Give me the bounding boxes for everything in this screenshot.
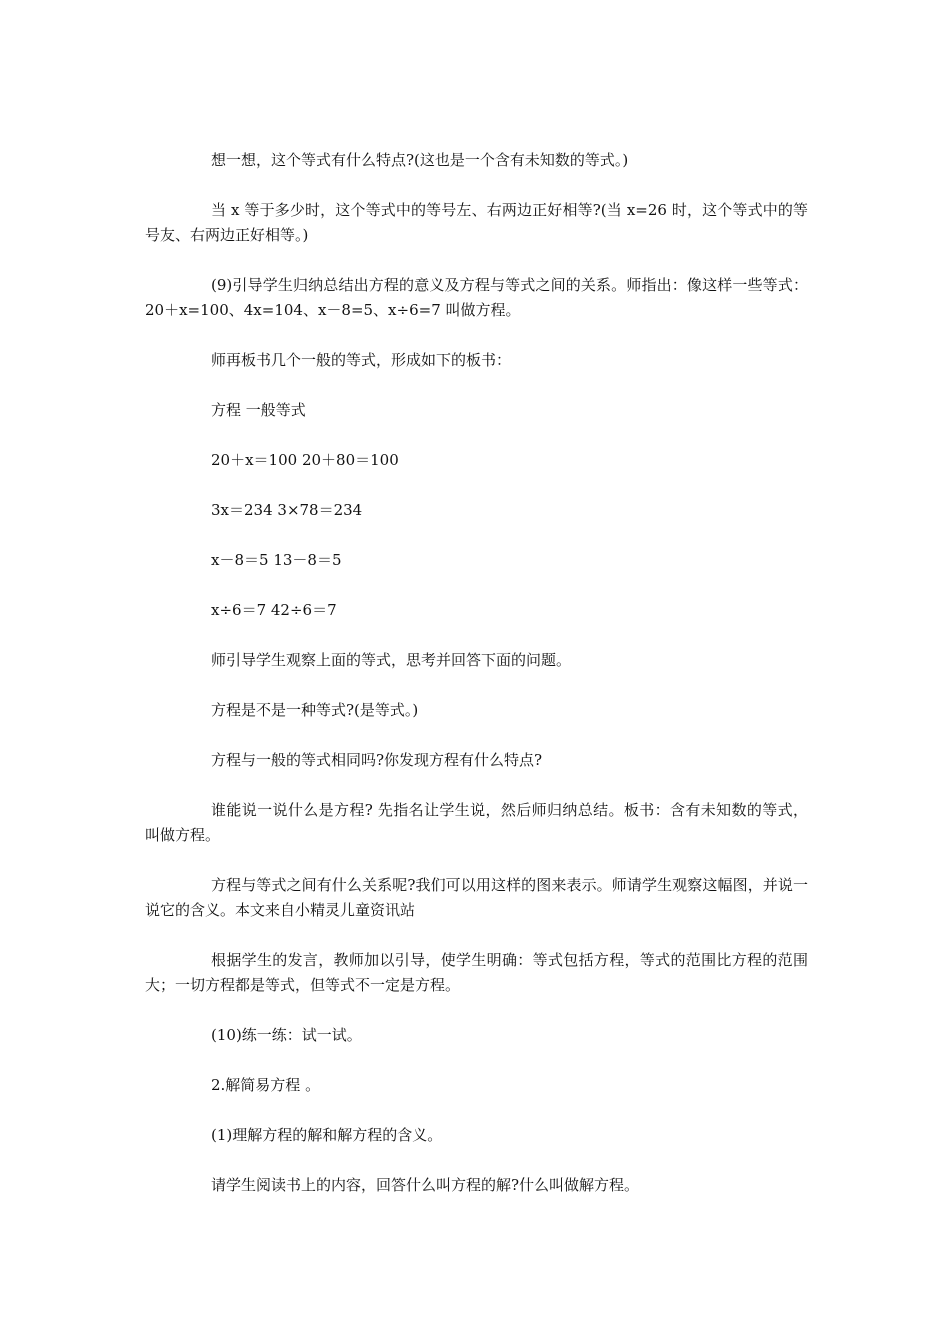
board-row-3: x－8＝5 13－8＝5 (211, 551, 342, 569)
document-body (145, 148, 808, 1198)
paragraph-practice: (10)练一练：试一试。 (211, 1026, 362, 1044)
paragraph-observe: 师引导学生观察上面的等式，思考并回答下面的问题。 (211, 651, 572, 669)
paragraph-equation-meaning: (9)引导学生归纳总结出方程的意义及方程与等式之间的关系。师指出：像这样一些等式：20＋x=100、4x=104、x－8=5、x÷6=7 叫做方程。 (145, 276, 808, 319)
paragraph-think-feature: 想一想，这个等式有什么特点?(这也是一个含有未知数的等式。) (211, 151, 629, 169)
board-row-1: 20＋x＝100 20＋80＝100 (211, 451, 399, 469)
board-row-2: 3x＝234 3×78＝234 (211, 501, 363, 519)
paragraph-summary: 根据学生的发言，教师加以引导，使学生明确：等式包括方程，等式的范围比方程的范围大；一切方程都是等式，但等式不一定是方程。 (145, 951, 808, 994)
paragraph-question-2: 方程与一般的等式相同吗?你发现方程有什么特点? (211, 751, 543, 769)
paragraph-question-1: 方程是不是一种等式?(是等式。) (211, 701, 419, 719)
paragraph-reading-task: 请学生阅读书上的内容，回答什么叫方程的解?什么叫做解方程。 (211, 1176, 640, 1194)
board-row-4: x÷6＝7 42÷6＝7 (211, 601, 337, 619)
board-header: 方程 一般等式 (211, 401, 306, 419)
paragraph-relationship: 方程与等式之间有什么关系呢?我们可以用这样的图来表示。师请学生观察这幅图，并说一说它的含义。本文来自小精灵儿童资讯站 (145, 876, 808, 919)
paragraph-definition: 谁能说一说什么是方程? 先指名让学生说，然后师归纳总结。板书：含有未知数的等式，叫做方程。 (145, 801, 808, 844)
paragraph-board-intro: 师再板书几个一般的等式，形成如下的板书： (211, 351, 512, 369)
section-heading-solve: 2.解简易方程 。 (211, 1076, 321, 1094)
paragraph-understand-solution: (1)理解方程的解和解方程的含义。 (211, 1126, 443, 1144)
paragraph-x-value: 当 x 等于多少时，这个等式中的等号左、右两边正好相等?(当 x=26 时，这个等式中的等号友、右两边正好相等。) (145, 201, 808, 244)
